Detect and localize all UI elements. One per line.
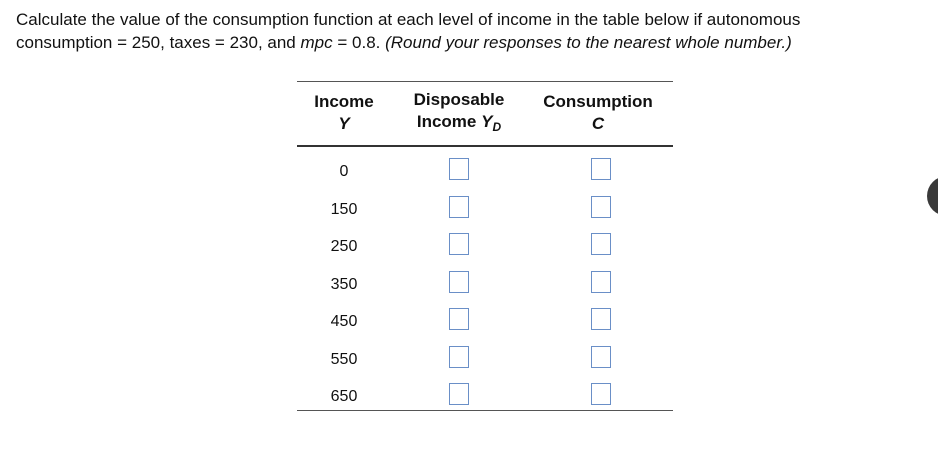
income-value: 550 bbox=[330, 350, 358, 368]
table-row bbox=[297, 266, 673, 304]
disposable-header-label: Disposable bbox=[413, 90, 505, 109]
consumption-input[interactable] bbox=[591, 196, 611, 218]
consumption-header-label: Consumption bbox=[543, 92, 653, 111]
question-line-2-end: = 0.8. bbox=[337, 33, 381, 52]
table-row bbox=[297, 341, 673, 379]
consumption-input[interactable] bbox=[591, 308, 611, 330]
consumption-input[interactable] bbox=[591, 346, 611, 368]
table-top-rule bbox=[297, 81, 673, 82]
disposable-income-input[interactable] bbox=[449, 308, 469, 330]
rounding-note: (Round your responses to the nearest whole number.) bbox=[385, 33, 792, 52]
table-bottom-rule bbox=[297, 410, 673, 411]
income-value: 250 bbox=[330, 238, 358, 255]
consumption-header bbox=[528, 91, 668, 135]
disposable-income-header bbox=[398, 89, 520, 133]
income-value: 350 bbox=[330, 275, 358, 293]
consumption-input[interactable] bbox=[591, 233, 611, 255]
income-header-label: Income bbox=[314, 92, 374, 111]
consumption-input[interactable] bbox=[591, 158, 611, 180]
mpc-symbol: mpc bbox=[300, 33, 333, 52]
income-value: 650 bbox=[330, 388, 358, 405]
table-header-rule bbox=[297, 145, 673, 147]
consumption-input[interactable] bbox=[591, 271, 611, 293]
income-header-symbol: Y bbox=[338, 114, 350, 133]
side-panel-tab[interactable] bbox=[927, 176, 938, 216]
disposable-income-input[interactable] bbox=[449, 346, 469, 368]
disposable-income-input[interactable] bbox=[449, 271, 469, 293]
disposable-income-input[interactable] bbox=[449, 383, 469, 405]
disposable-income-input[interactable] bbox=[449, 196, 469, 218]
consumption-input[interactable] bbox=[591, 383, 611, 405]
income-value: 150 bbox=[330, 200, 358, 218]
disposable-header-symbol: Y bbox=[481, 112, 493, 131]
question-line-2: consumption = 250, taxes = 230, and bbox=[16, 33, 296, 52]
income-value: 450 bbox=[330, 313, 358, 330]
disposable-header-label-2: Income bbox=[416, 112, 477, 131]
disposable-income-input[interactable] bbox=[449, 158, 469, 180]
disposable-header-subscript: D bbox=[492, 120, 502, 134]
table-row bbox=[297, 303, 673, 341]
table-row bbox=[297, 191, 673, 229]
income-value: 0 bbox=[339, 163, 349, 180]
question-line-1: Calculate the value of the consumption function at each level of income in the table below if autonomous bbox=[16, 10, 801, 29]
consumption-header-symbol: C bbox=[591, 114, 605, 133]
income-header bbox=[300, 91, 388, 135]
disposable-income-input[interactable] bbox=[449, 233, 469, 255]
question-text bbox=[16, 8, 921, 54]
table-row bbox=[297, 228, 673, 266]
table-row bbox=[297, 153, 673, 191]
